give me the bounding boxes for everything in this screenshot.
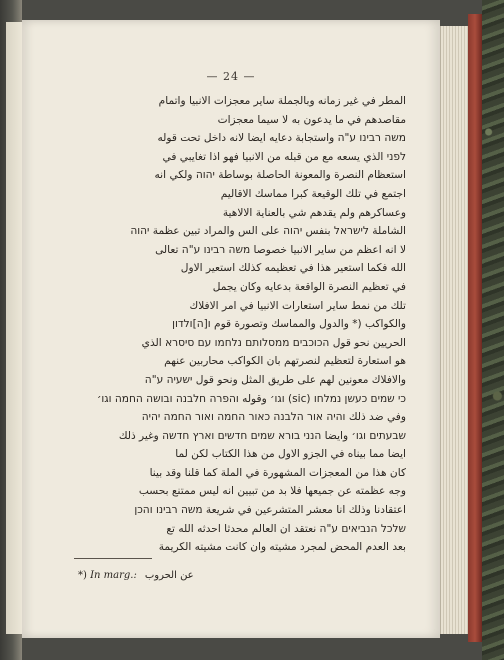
text-line: تلك من نمط ساير استعارات الانبيا في امر الافلاك <box>189 299 406 312</box>
text-line: في تعظيم النصرة الواقعة بدعايه وكان يجمل <box>212 280 406 293</box>
footnote-text: عن الحروب <box>144 570 194 581</box>
footnote-marker: *) <box>78 570 91 581</box>
text-line: استعظام النصرة والمعونة الحاصلة بوساطة יהוה ولكي انه <box>154 169 406 182</box>
book-cover-edge <box>468 14 482 642</box>
text-line: وفي ضد ذلك והיה אור הלבנה כאור החמה ואור החמה יהיה <box>141 411 406 424</box>
text-line: שבעתים וגו׳ وايضا הנני בורא שמים חדשים וארץ חדשה وغير ذلك <box>118 429 406 442</box>
text-line: ايضا مما بيناه في الجزو الاول من هذا الكتاب لكن لما <box>175 448 406 461</box>
text-line: لا انه اعظم من ساير الانبيا خصوصا משה רבינו ע"ה تعالى <box>155 243 406 256</box>
text-line: اجتمع في تلك الوقيعة كبرا مماسك الاقاليم <box>220 187 406 200</box>
page-stack-edge <box>440 26 469 634</box>
facing-page-edge <box>6 22 23 634</box>
text-line: اعتقادنا وذلك انا معشر المتشرعين في شريعة משה רבינו והכן <box>134 504 406 517</box>
text-line: وعساكرهم ولم يقدهم شي بالعناية الالاهية <box>222 206 406 219</box>
text-line: المطر في غير زمانه وبالجملة ساير معجزات الانبيا واتمام <box>158 95 406 107</box>
text-line: الشاملة לישראל بنفس יהוה على الس والمراد تبين عظمة יהוה <box>130 225 406 238</box>
page-number: — 24 — <box>206 70 256 83</box>
marbled-endpaper <box>482 0 504 660</box>
footnote-divider <box>74 558 152 559</box>
text-line: مقاصدهم في ما يدعون به لا سيما معجزات <box>217 113 406 126</box>
text-line: משה רבינו ע"ה واستجابة دعايه ايضا لانه داخل تحت قوله <box>157 132 406 145</box>
text-line: هو استعارة لتعظيم لنصرتهم بان الكواكب محاربين عنهم <box>164 355 406 368</box>
main-text-block <box>66 92 406 557</box>
footnote-marg-tag: In marg.: <box>90 570 137 581</box>
book-page <box>22 20 440 638</box>
text-line: والكواكب (* والدول والمماسك وتصورة قوم ו[ה]ולדון <box>172 318 406 331</box>
text-line: כי שמים כעשן נמלחו (sic) וגו׳ وقوله והפרה חלבנה ובושה החמה וגו׳ <box>96 392 406 405</box>
text-line: الحريين نحو قول הכוכבים ממסלותם נלחמו עם סיסרא الذي <box>141 336 406 349</box>
text-line: وجه عظمته عن جميعها فلا بد من تبيين انه ليس ممتنع بحسب <box>138 485 406 498</box>
text-line: الله فكما استعير هذا في تعظيمه كذلك استعير الاول <box>180 262 406 275</box>
text-line: לפני الذي يسعه مع من قبله من الانبيا فهو اذا تغايبي في <box>162 150 406 163</box>
text-line: שלכל הנביאים ע"ה نعتقد ان العالم محدثا احدثه الله تع <box>166 522 406 535</box>
footnote <box>78 570 194 581</box>
text-line: والافلاك معونين لهم على طريق المثل ونحو قول ישעיה ע"ה <box>144 373 406 386</box>
text-line: كان هذا من المعجزات المشهورة في الملة كما قلنا وقد بينا <box>149 466 406 479</box>
text-line: بعد العدم المحض لمجرد مشيته وان كانت مشيته الكريمة <box>158 541 406 554</box>
